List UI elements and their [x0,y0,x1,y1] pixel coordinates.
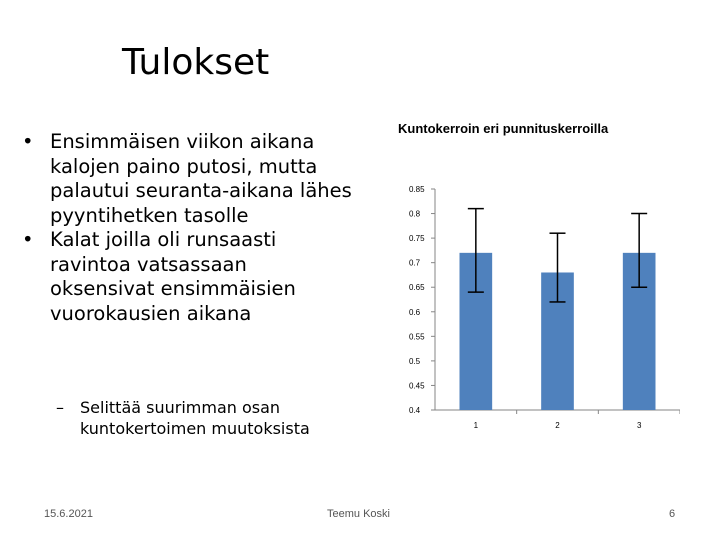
y-tick-label: 0.65 [409,283,425,293]
y-tick-label: 0.7 [409,258,421,268]
x-tick-label: 1 [473,421,479,430]
footer-page-number: 6 [669,508,676,520]
y-tick-label: 0.75 [409,234,425,244]
slide-title: Tulokset [122,42,270,83]
sub-bullet-text: Selittää suurimman osan kuntokertoimen muutoksista [80,398,310,438]
y-tick-label: 0.45 [409,381,425,391]
bullet-item [18,130,353,228]
bullet-dot: • [22,228,34,251]
footer-author: Teemu Koski [327,508,390,520]
bullet-text: Kalat joilla oli runsaasti ravintoa vatsassaan oksensivat ensimmäisien vuorokausien aikana [50,228,296,325]
x-tick-label: 3 [636,421,642,430]
bar-chart [380,175,680,435]
bullet-dot: • [22,130,34,153]
y-tick-label: 0.55 [409,332,425,342]
y-tick-label: 0.6 [409,307,421,317]
bullet-list [18,130,353,326]
x-tick-label: 2 [555,421,560,430]
bullet-text: Ensimmäisen viikon aikana kalojen paino putosi, mutta palautui seuranta-aikana lähes pyyntihetken tasolle [50,130,352,227]
footer-date: 15.6.2021 [44,508,93,520]
y-tick-label: 0.5 [409,356,421,366]
sub-bullet-dash: – [56,398,64,417]
y-tick-label: 0.4 [409,406,421,415]
y-tick-label: 0.8 [409,209,421,219]
bullet-item [18,228,353,326]
sub-bullet-item [56,397,340,439]
y-tick-label: 0.85 [409,185,425,194]
chart-title: Kuntokerroin eri punnituskerroilla [398,121,609,136]
